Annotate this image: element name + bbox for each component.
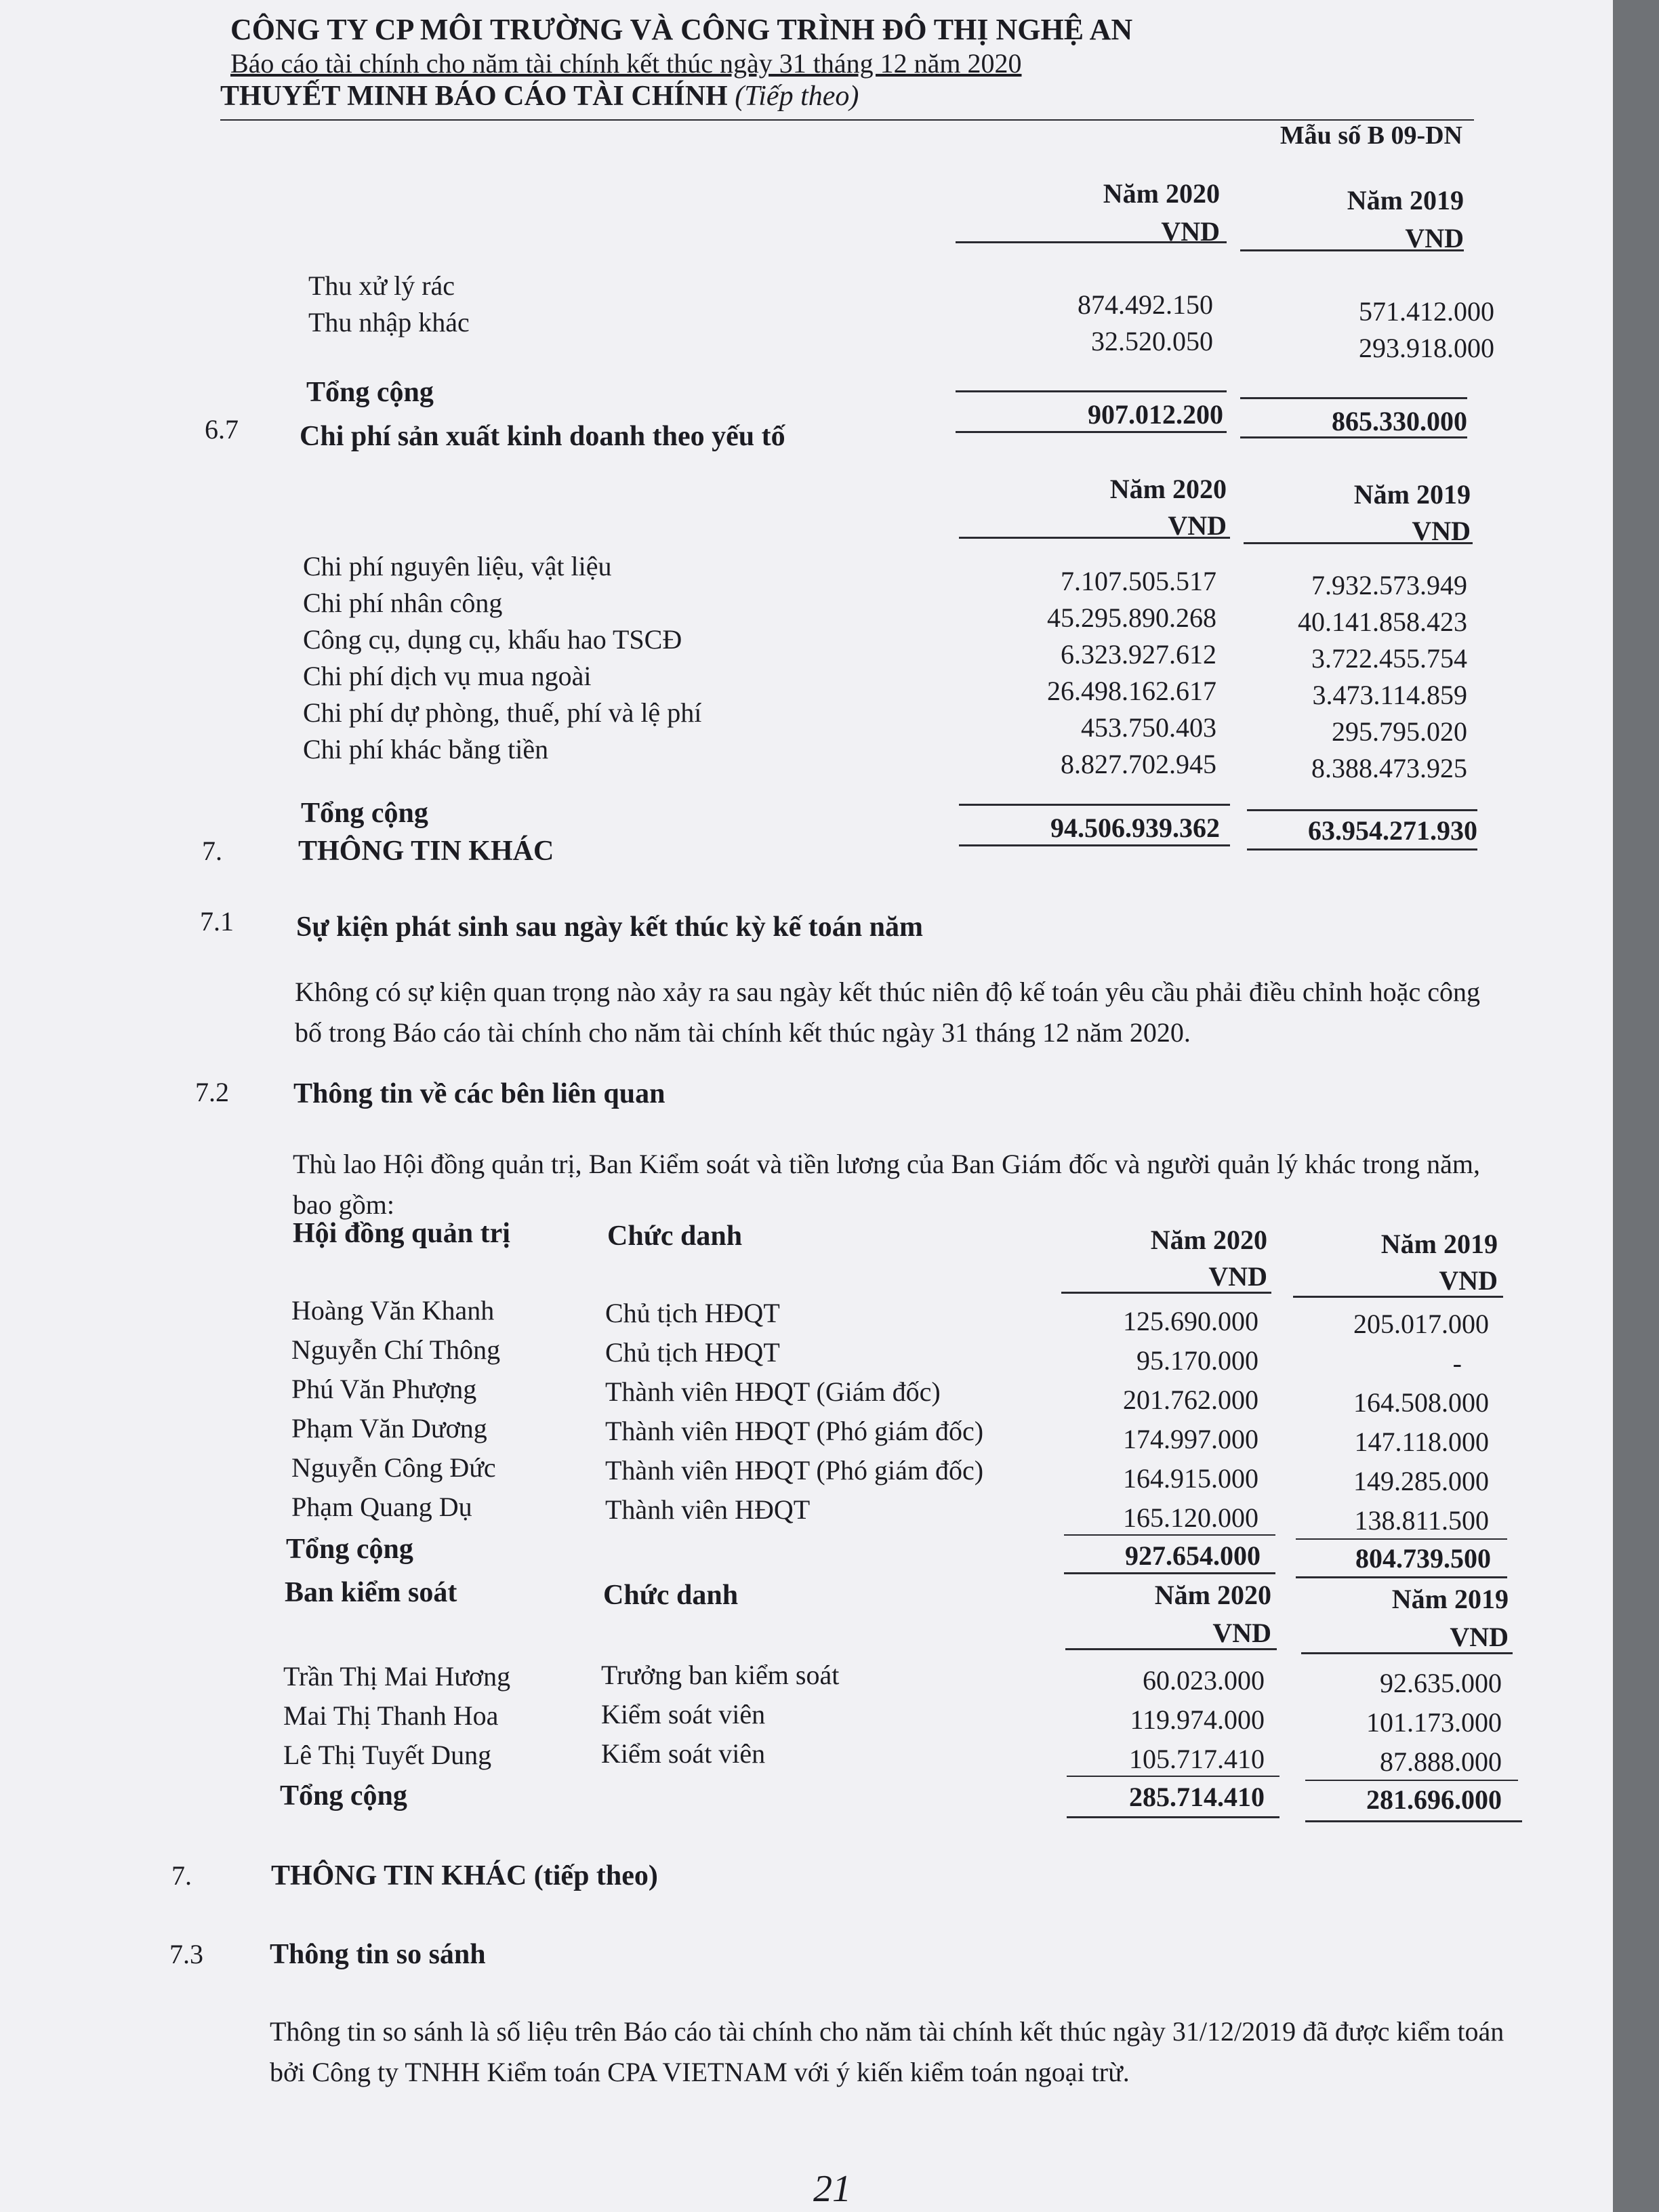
- supervisory-heading: Ban kiểm soát: [285, 1577, 457, 1608]
- board-role-heading: Chức danh: [607, 1221, 743, 1252]
- section-number: 6.7: [205, 414, 239, 445]
- supervisory-total-2019: 281.696.000: [1366, 1784, 1502, 1815]
- section-title: Chi phí sản xuất kinh doanh theo yếu tố: [300, 421, 785, 452]
- col-2019-unit: VND: [1405, 223, 1464, 253]
- board-total-label: Tổng cộng: [286, 1534, 413, 1565]
- section-number: 7.2: [195, 1077, 229, 1107]
- form-number: Mẫu số B 09-DN: [1279, 121, 1462, 150]
- col-2019-label: Năm 2019: [1347, 185, 1464, 216]
- supervisory-total-label: Tổng cộng: [280, 1780, 407, 1811]
- section-title: Thông tin về các bên liên quan: [293, 1078, 665, 1109]
- income-total-2020: 907.012.200: [1088, 399, 1223, 430]
- page-number: 21: [813, 2168, 851, 2210]
- expense-total-2019: 63.954.271.930: [1308, 815, 1477, 846]
- company-name: CÔNG TY CP MÔI TRƯỜNG VÀ CÔNG TRÌNH ĐÔ THỊ NGHỆ AN: [230, 13, 1133, 46]
- paragraph: Thù lao Hội đồng quản trị, Ban Kiểm soát và tiền lương của Ban Giám đốc và người quản lý khác trong năm, bao gồm:: [293, 1149, 1480, 1220]
- section-number: 7.1: [200, 906, 234, 937]
- paragraph: Không có sự kiện quan trọng nào xảy ra sau ngày kết thúc niên độ kế toán yêu cầu phải điều chỉnh hoặc công bố trong Báo cáo tài chính cho năm tài chính kết thúc ngày 31 tháng 12 năm 2020.: [295, 977, 1480, 1048]
- section-title: THÔNG TIN KHÁC: [298, 836, 554, 867]
- section-title: THÔNG TIN KHÁC (tiếp theo): [271, 1860, 658, 1891]
- section-number: 7.: [171, 1860, 192, 1891]
- notes-title: THUYẾT MINH BÁO CÁO TÀI CHÍNH (Tiếp theo): [220, 81, 859, 112]
- expense-total-2020: 94.506.939.362: [1050, 813, 1220, 843]
- col-2020-label: Năm 2020: [1103, 178, 1220, 209]
- income-total-label: Tổng cộng: [306, 377, 434, 408]
- section-title: Sự kiện phát sinh sau ngày kết thúc kỳ kế toán năm: [296, 912, 923, 943]
- paragraph: Thông tin so sánh là số liệu trên Báo cáo tài chính cho năm tài chính kết thúc ngày 31/12/2019 đã được kiểm toán bởi Công ty TNHH Kiểm toán CPA VIETNAM với ý kiến kiểm toán ngoại trừ.: [270, 2016, 1504, 2087]
- col-2020-unit: VND: [1161, 216, 1220, 247]
- supervisory-total-2020: 285.714.410: [1129, 1782, 1265, 1812]
- board-total-2020: 927.654.000: [1125, 1540, 1261, 1571]
- supervisory-role-heading: Chức danh: [603, 1580, 739, 1611]
- section-number: 7.3: [169, 1939, 203, 1969]
- board-heading: Hội đồng quản trị: [293, 1218, 510, 1249]
- document-page: CÔNG TY CP MÔI TRƯỜNG VÀ CÔNG TRÌNH ĐÔ THỊ NGHỆ AN Báo cáo tài chính cho năm tài chính kết thúc ngày 31 tháng 12 năm 2020 THUYẾT MINH BÁO CÁO TÀI CHÍNH (Tiếp theo) Mẫu số B 09-DN Năm 2020 Năm 2019 VND VND Thu xử lý rác 874.492.150 571.412.000 Thu nhập khác 32.520.050 293.918.000 Tổng cộng 907.012.200 865.330.000 6.7 Chi phí sản xuất kinh doanh theo yếu tố Năm 2020 Năm 2019 VND VND Chi phí nguyên liệu, vật liệu 7.107.505.517 7.932.573.949 Chi phí nhân công 45.295.890.268 40.141.858.423 Công cụ, dụng cụ, khấu hao TSCĐ 6.323.927.612 3.722.455.754 Chi phí dịch vụ mua ngoài 26.498.162.617 3.473.114.859 Chi phí dự phòng, thuế, phí và lệ phí 453.750.403 295.795.020 Chi phí khác bằng tiền 8.827.702.945 8.388.473.925 Tổng cộng 94.506.939.362 63.954.271.930 7. THÔNG TIN KHÁC 7.1 Sự kiện phát sinh sau ngày kết thúc kỳ kế toán năm Không có sự kiện quan trọng nào xảy ra sau ngày kết thúc niên độ kế toán yêu cầu phải điều chỉnh hoặc công bố trong Báo cáo tài chính cho năm tài chính kết thúc ngày 31 tháng 12 năm 2020. 7.2 Thông tin về các bên liên quan Thù lao Hội đồng quản trị, Ban Kiểm soát và tiền lương của Ban Giám đốc và người quản lý khác trong năm, bao gồm: Hội đồng quản trị Chức danh Năm 2020 Năm 2019 VND VND Hoàng Văn Khanh Chủ tịch HĐQT 125.690.000 205.017.000 Nguyễn Chí Thông Chủ tịch HĐQT 95.170.000 - Phú Văn Phượng Thành viên HĐQT (Giám đốc) 201.762.000 164.508.000 Phạm Văn Dương Thành viên HĐQT (Phó giám đốc) 174.997.000 147.118.000 Nguyễn Công Đức Thành viên HĐQT (Phó giám đốc) 164.915.000 149.285.000 Phạm Quang Dụ Thành viên HĐQT 165.120.000 138.811.500 Tổng cộng 927.654.000 804.739.500 Ban kiểm soát Chức danh Năm 2020 Năm 2019 VND VND Trần Thị Mai Hương Trưởng ban kiểm soát 60.023.000 92.635.000 Mai Thị Thanh Hoa Kiểm soát viên 119.974.000 101.173.000 Lê Thị Tuyết Dung Kiểm soát viên 105.717.410 87.888.000 Tổng cộng 285.714.410 281.696.000 7. THÔNG TIN KHÁC (tiếp theo) 7.3 Thông tin so sánh Thông tin so sánh là số liệu trên Báo cáo tài chính cho năm tài chính kết thúc ngày 31/12/2019 đã được kiểm toán bởi Công ty TNHH Kiểm toán CPA VIETNAM với ý kiến kiểm toán ngoại trừ. 21: [0, 0, 1613, 2212]
- report-title: Báo cáo tài chính cho năm tài chính kết thúc ngày 31 tháng 12 năm 2020: [230, 48, 1022, 79]
- income-total-2019: 865.330.000: [1332, 406, 1467, 436]
- section-number: 7.: [202, 836, 222, 866]
- board-total-2019: 804.739.500: [1355, 1543, 1491, 1574]
- expense-total-label: Tổng cộng: [301, 798, 428, 829]
- section-title: Thông tin so sánh: [270, 1939, 486, 1970]
